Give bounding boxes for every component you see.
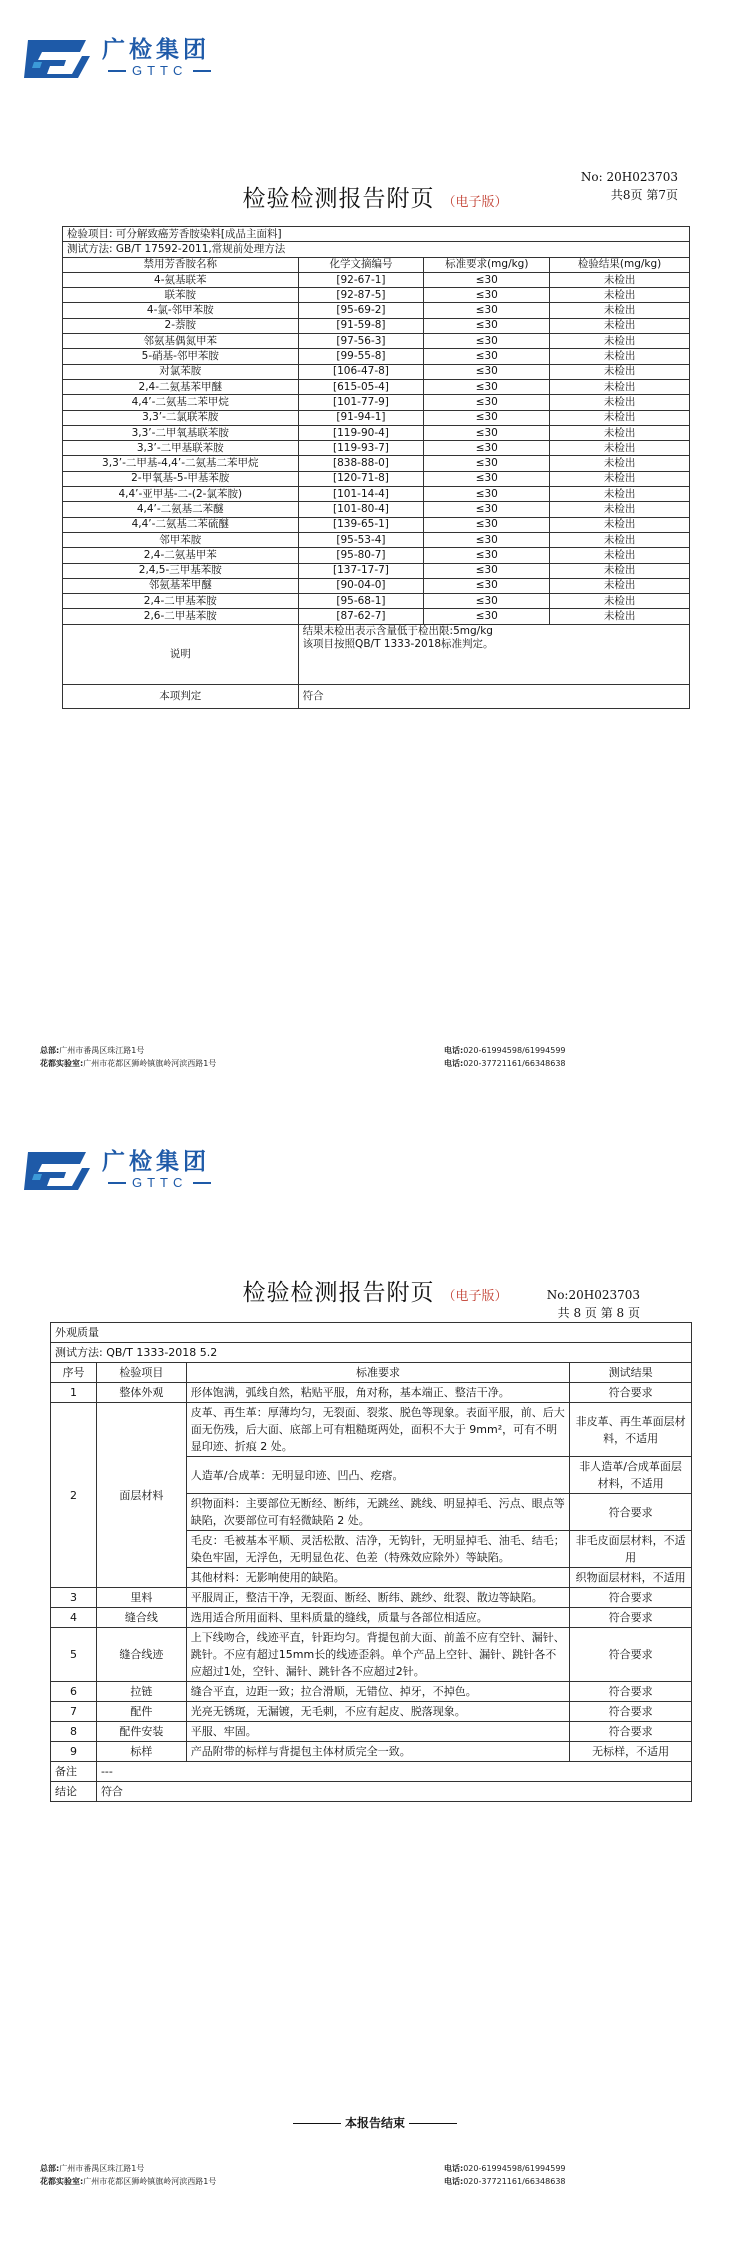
row-requirement: 产品附带的标样与背提包主体材质完全一致。 bbox=[186, 1742, 569, 1762]
row-result: 非皮革、再生革面层材料，不适用 bbox=[570, 1403, 692, 1457]
table-row bbox=[51, 1702, 692, 1722]
page-title: 检验检测报告附页 bbox=[242, 1280, 435, 1306]
amine-name: 2,4,5-三甲基苯胺 bbox=[63, 563, 299, 578]
footer-address: 总部:广州市番禺区珠江路1号 花都实验室:广州市花都区狮岭镇旗岭河滨西路1号 bbox=[40, 1046, 217, 1068]
row-item: 标样 bbox=[96, 1742, 186, 1762]
table-row bbox=[63, 272, 690, 287]
row-number: 2 bbox=[51, 1403, 97, 1588]
limit-value: ≤30 bbox=[424, 349, 550, 364]
company-logo bbox=[20, 1144, 217, 1196]
row-result: 符合要求 bbox=[570, 1702, 692, 1722]
amine-name: 4-氨基联苯 bbox=[63, 272, 299, 287]
hq-address: 广州市番禺区珠江路1号 bbox=[59, 1046, 145, 1055]
cas-number: [87-62-7] bbox=[298, 609, 424, 624]
row-item: 配件 bbox=[96, 1702, 186, 1722]
test-result: 未检出 bbox=[550, 578, 690, 593]
table-row bbox=[51, 1682, 692, 1702]
column-header: 化学文摘编号 bbox=[298, 257, 424, 272]
column-header: 标准要求 bbox=[186, 1363, 569, 1383]
note-line: 结果未检出表示含量低于检出限:5mg/kg bbox=[302, 624, 493, 637]
amine-name: 2-甲氧基-5-甲基苯胺 bbox=[63, 471, 299, 486]
table-row bbox=[63, 548, 690, 563]
row-requirement: 平服、牢固。 bbox=[186, 1722, 569, 1742]
cas-number: [97-56-3] bbox=[298, 334, 424, 349]
table-row bbox=[63, 288, 690, 303]
footer-address: 总部:广州市番禺区珠江路1号 花都实验室:广州市花都区狮岭镇旗岭河滨西路1号 bbox=[40, 2164, 217, 2186]
amine-name: 2,4-二氨基甲苯 bbox=[63, 548, 299, 563]
table-row bbox=[51, 1383, 692, 1403]
phone-lab: 020-37721161/66348638 bbox=[463, 2177, 566, 2186]
appearance-quality-table bbox=[50, 1322, 692, 1802]
row-requirement: 上下线吻合，线迹平直，针距均匀。背提包前大面、前盖不应有空针、漏针、跳针。不应有超过15mm长的线迹歪斜。单个产品上空针、漏针、跳针各不应超过1处，空针、漏针、跳针各不应超过2针。 bbox=[186, 1628, 569, 1682]
test-result: 未检出 bbox=[550, 609, 690, 624]
table-row bbox=[63, 532, 690, 547]
test-result: 未检出 bbox=[550, 334, 690, 349]
cas-number: [615-05-4] bbox=[298, 379, 424, 394]
cas-number: [101-77-9] bbox=[298, 395, 424, 410]
cas-number: [95-68-1] bbox=[298, 594, 424, 609]
electronic-tag: （电子版） bbox=[442, 195, 508, 210]
table-header-row bbox=[63, 257, 690, 272]
test-result: 未检出 bbox=[550, 548, 690, 563]
amine-name: 4,4’-亚甲基-二-(2-氯苯胺) bbox=[63, 487, 299, 502]
limit-value: ≤30 bbox=[424, 594, 550, 609]
cas-number: [91-94-1] bbox=[298, 410, 424, 425]
page-count: 共8页 第7页 bbox=[610, 188, 678, 202]
electronic-tag: （电子版） bbox=[442, 1289, 508, 1304]
page-title: 检验检测报告附页 bbox=[242, 186, 435, 212]
cas-number: [101-14-4] bbox=[298, 487, 424, 502]
table-row bbox=[63, 594, 690, 609]
row-item: 整体外观 bbox=[96, 1383, 186, 1403]
table-row bbox=[63, 471, 690, 486]
amine-name: 4-氯-邻甲苯胺 bbox=[63, 303, 299, 318]
footer-phone: 电话:020-61994598/61994599 电话:020-37721161/66348638 bbox=[444, 1046, 566, 1068]
test-result: 未检出 bbox=[550, 563, 690, 578]
row-item: 缝合线 bbox=[96, 1608, 186, 1628]
table-row bbox=[51, 1403, 692, 1457]
cas-number: [95-80-7] bbox=[298, 548, 424, 563]
note-line: 该项目按照QB/T 1333-2018标准判定。 bbox=[302, 637, 494, 650]
brand-name-cn: 广检集团 bbox=[102, 1149, 210, 1175]
table-row bbox=[51, 1608, 692, 1628]
row-result: 符合要求 bbox=[570, 1383, 692, 1403]
test-result: 未检出 bbox=[550, 303, 690, 318]
page-count: 共 8 页 第 8 页 bbox=[557, 1306, 640, 1320]
row-number: 9 bbox=[51, 1742, 97, 1762]
note-label: 说明 bbox=[63, 624, 299, 684]
row-result: 符合要求 bbox=[570, 1722, 692, 1742]
cas-number: [95-53-4] bbox=[298, 532, 424, 547]
limit-value: ≤30 bbox=[424, 609, 550, 624]
cas-number: [92-87-5] bbox=[298, 288, 424, 303]
row-result: 符合要求 bbox=[570, 1494, 692, 1531]
limit-value: ≤30 bbox=[424, 303, 550, 318]
row-number: 5 bbox=[51, 1628, 97, 1682]
test-item-line: 检验项目: 可分解致癌芳香胺染料[成品主面料] bbox=[63, 227, 690, 242]
company-logo bbox=[20, 32, 217, 84]
row-number: 4 bbox=[51, 1608, 97, 1628]
table-row bbox=[63, 395, 690, 410]
brand-name-cn: 广检集团 bbox=[102, 37, 210, 63]
row-number: 7 bbox=[51, 1702, 97, 1722]
amine-name: 邻氨基偶氮甲苯 bbox=[63, 334, 299, 349]
phone-hq: 020-61994598/61994599 bbox=[463, 2164, 566, 2173]
limit-value: ≤30 bbox=[424, 318, 550, 333]
amine-name: 2-萘胺 bbox=[63, 318, 299, 333]
amine-name: 2,6-二甲基苯胺 bbox=[63, 609, 299, 624]
test-result: 未检出 bbox=[550, 288, 690, 303]
amine-name: 4,4’-二氨基二苯甲烷 bbox=[63, 395, 299, 410]
verdict-label: 本项判定 bbox=[63, 684, 299, 708]
table-row bbox=[63, 410, 690, 425]
column-header: 测试结果 bbox=[570, 1363, 692, 1383]
row-item: 里料 bbox=[96, 1588, 186, 1608]
test-result: 未检出 bbox=[550, 471, 690, 486]
cas-number: [91-59-8] bbox=[298, 318, 424, 333]
row-result: 无标样，不适用 bbox=[570, 1742, 692, 1762]
row-number: 1 bbox=[51, 1383, 97, 1403]
test-method-line: 测试方法: QB/T 1333-2018 5.2 bbox=[51, 1343, 692, 1363]
column-header: 标准要求(mg/kg) bbox=[424, 257, 550, 272]
limit-value: ≤30 bbox=[424, 272, 550, 287]
table-row bbox=[63, 456, 690, 471]
table-row bbox=[63, 303, 690, 318]
gttc-logo-icon bbox=[20, 1148, 92, 1192]
cas-number: [119-93-7] bbox=[298, 441, 424, 456]
conclusion-label: 结论 bbox=[51, 1782, 97, 1802]
row-result: 符合要求 bbox=[570, 1628, 692, 1682]
amine-name: 3,3’-二甲氧基联苯胺 bbox=[63, 425, 299, 440]
limit-value: ≤30 bbox=[424, 487, 550, 502]
test-result: 未检出 bbox=[550, 349, 690, 364]
amine-name: 对氯苯胺 bbox=[63, 364, 299, 379]
remark-label: 备注 bbox=[51, 1762, 97, 1782]
row-result: 符合要求 bbox=[570, 1588, 692, 1608]
cas-number: [99-55-8] bbox=[298, 349, 424, 364]
phone-hq: 020-61994598/61994599 bbox=[463, 1046, 566, 1055]
cas-number: [95-69-2] bbox=[298, 303, 424, 318]
table-row bbox=[63, 349, 690, 364]
amine-name: 联苯胺 bbox=[63, 288, 299, 303]
row-item: 拉链 bbox=[96, 1682, 186, 1702]
table-row bbox=[63, 502, 690, 517]
table-row bbox=[63, 517, 690, 532]
table-row bbox=[63, 563, 690, 578]
cas-number: [92-67-1] bbox=[298, 272, 424, 287]
cas-number: [119-90-4] bbox=[298, 425, 424, 440]
cas-number: [101-80-4] bbox=[298, 502, 424, 517]
gttc-logo-icon bbox=[20, 36, 92, 80]
row-requirement: 选用适合所用面料、里料质量的缝线，质量与各部位相适应。 bbox=[186, 1608, 569, 1628]
table-row bbox=[63, 425, 690, 440]
verdict-value: 符合 bbox=[298, 684, 689, 708]
limit-value: ≤30 bbox=[424, 379, 550, 394]
table-row bbox=[63, 364, 690, 379]
row-item: 面层材料 bbox=[96, 1403, 186, 1588]
row-requirement: 平服周正，整洁干净，无裂面、断经、断纬、跳纱、纰裂、散边等缺陷。 bbox=[186, 1588, 569, 1608]
row-result: 非人造革/合成革面层材料，不适用 bbox=[570, 1457, 692, 1494]
test-result: 未检出 bbox=[550, 502, 690, 517]
limit-value: ≤30 bbox=[424, 410, 550, 425]
test-result: 未检出 bbox=[550, 395, 690, 410]
limit-value: ≤30 bbox=[424, 441, 550, 456]
limit-value: ≤30 bbox=[424, 532, 550, 547]
cas-number: [120-71-8] bbox=[298, 471, 424, 486]
cas-number: [137-17-7] bbox=[298, 563, 424, 578]
limit-value: ≤30 bbox=[424, 395, 550, 410]
limit-value: ≤30 bbox=[424, 563, 550, 578]
section-title: 外观质量 bbox=[51, 1323, 692, 1343]
limit-value: ≤30 bbox=[424, 548, 550, 563]
row-requirement: 皮革、再生革：厚薄均匀，无裂面、裂浆、脱色等现象。表面平服，前、后大面无伤残，后大面、底部上可有粗糙斑两处，面积不大于 9mm²，可有不明显印迹、折痕 2 处。 bbox=[186, 1403, 569, 1457]
table-row bbox=[51, 1588, 692, 1608]
amine-name: 2,4-二氨基苯甲醚 bbox=[63, 379, 299, 394]
row-requirement: 缝合平直，边距一致；拉合滑顺，无错位、掉牙，不掉色。 bbox=[186, 1682, 569, 1702]
report-number: No: 20H023703 bbox=[580, 170, 678, 184]
limit-value: ≤30 bbox=[424, 471, 550, 486]
test-result: 未检出 bbox=[550, 379, 690, 394]
limit-value: ≤30 bbox=[424, 425, 550, 440]
table-row bbox=[63, 379, 690, 394]
limit-value: ≤30 bbox=[424, 517, 550, 532]
table-row bbox=[63, 318, 690, 333]
row-number: 8 bbox=[51, 1722, 97, 1742]
table-header-row bbox=[51, 1363, 692, 1383]
table-row bbox=[51, 1722, 692, 1742]
test-result: 未检出 bbox=[550, 364, 690, 379]
amine-name: 3,3’-二甲基联苯胺 bbox=[63, 441, 299, 456]
limit-value: ≤30 bbox=[424, 578, 550, 593]
column-header: 序号 bbox=[51, 1363, 97, 1383]
test-result: 未检出 bbox=[550, 532, 690, 547]
limit-value: ≤30 bbox=[424, 456, 550, 471]
row-item: 缝合线迹 bbox=[96, 1628, 186, 1682]
remark-value: --- bbox=[96, 1762, 691, 1782]
table-row bbox=[51, 1628, 692, 1682]
test-method-line: 测试方法: GB/T 17592-2011,常规前处理方法 bbox=[63, 242, 690, 257]
hq-address: 广州市番禺区珠江路1号 bbox=[59, 2164, 145, 2173]
test-result: 未检出 bbox=[550, 487, 690, 502]
cas-number: [838-88-0] bbox=[298, 456, 424, 471]
limit-value: ≤30 bbox=[424, 334, 550, 349]
report-number: No:20H023703 bbox=[546, 1288, 640, 1302]
report-end-line bbox=[0, 2114, 750, 2131]
column-header: 检验项目 bbox=[96, 1363, 186, 1383]
phone-lab: 020-37721161/66348638 bbox=[463, 1059, 566, 1068]
table-row bbox=[63, 487, 690, 502]
amine-name: 3,3’-二氯联苯胺 bbox=[63, 410, 299, 425]
row-number: 3 bbox=[51, 1588, 97, 1608]
table-row bbox=[63, 334, 690, 349]
cas-number: [90-04-0] bbox=[298, 578, 424, 593]
row-result: 非毛皮面层材料，不适用 bbox=[570, 1531, 692, 1568]
table-row bbox=[63, 578, 690, 593]
test-result: 未检出 bbox=[550, 517, 690, 532]
row-requirement: 人造革/合成革：无明显印迹、凹凸、疙瘩。 bbox=[186, 1457, 569, 1494]
lab-address: 广州市花都区狮岭镇旗岭河滨西路1号 bbox=[83, 1059, 217, 1068]
test-result: 未检出 bbox=[550, 594, 690, 609]
test-result: 未检出 bbox=[550, 318, 690, 333]
test-result: 未检出 bbox=[550, 410, 690, 425]
row-item: 配件安装 bbox=[96, 1722, 186, 1742]
amine-name: 邻氨基苯甲醚 bbox=[63, 578, 299, 593]
limit-value: ≤30 bbox=[424, 502, 550, 517]
column-header: 检验结果(mg/kg) bbox=[550, 257, 690, 272]
table-row bbox=[51, 1742, 692, 1762]
test-result: 未检出 bbox=[550, 456, 690, 471]
table-row bbox=[63, 609, 690, 624]
row-requirement: 光亮无锈斑，无漏镀，无毛刺，不应有起皮、脱落现象。 bbox=[186, 1702, 569, 1722]
row-result: 符合要求 bbox=[570, 1682, 692, 1702]
amine-name: 5-硝基-邻甲苯胺 bbox=[63, 349, 299, 364]
limit-value: ≤30 bbox=[424, 288, 550, 303]
report-end-text: 本报告结束 bbox=[344, 2116, 405, 2130]
row-requirement: 毛皮：毛被基本平顺、灵活松散、洁净，无钩针，无明显掉毛、油毛、结毛；染色牢固，无浮色，无明显色花、色差（特殊效应除外）等缺陷。 bbox=[186, 1531, 569, 1568]
conclusion-value: 符合 bbox=[96, 1782, 691, 1802]
amine-name: 2,4-二甲基苯胺 bbox=[63, 594, 299, 609]
brand-name-en: GTTC bbox=[132, 1175, 188, 1190]
row-number: 6 bbox=[51, 1682, 97, 1702]
row-requirement: 形体饱满，弧线自然，粘贴平服，角对称，基本端正、整洁干净。 bbox=[186, 1383, 569, 1403]
test-result: 未检出 bbox=[550, 272, 690, 287]
amine-name: 4,4’-二氨基二苯硫醚 bbox=[63, 517, 299, 532]
row-result: 织物面层材料，不适用 bbox=[570, 1568, 692, 1588]
note-text bbox=[298, 624, 689, 684]
lab-address: 广州市花都区狮岭镇旗岭河滨西路1号 bbox=[83, 2177, 217, 2186]
column-header: 禁用芳香胺名称 bbox=[63, 257, 299, 272]
cas-number: [106-47-8] bbox=[298, 364, 424, 379]
amine-name: 邻甲苯胺 bbox=[63, 532, 299, 547]
footer-phone: 电话:020-61994598/61994599 电话:020-37721161/66348638 bbox=[444, 2164, 566, 2186]
row-result: 符合要求 bbox=[570, 1608, 692, 1628]
amine-name: 3,3’-二甲基-4,4’-二氨基二苯甲烷 bbox=[63, 456, 299, 471]
test-result: 未检出 bbox=[550, 441, 690, 456]
limit-value: ≤30 bbox=[424, 364, 550, 379]
table-row bbox=[63, 441, 690, 456]
aromatic-amine-table bbox=[62, 226, 690, 709]
test-result: 未检出 bbox=[550, 425, 690, 440]
row-requirement: 其他材料：无影响使用的缺陷。 bbox=[186, 1568, 569, 1588]
brand-name-en: GTTC bbox=[132, 63, 188, 78]
cas-number: [139-65-1] bbox=[298, 517, 424, 532]
amine-name: 4,4’-二氨基二苯醚 bbox=[63, 502, 299, 517]
row-requirement: 织物面料：主要部位无断经、断纬，无跳丝、跳线、明显掉毛、污点、眼点等缺陷，次要部位可有轻微缺陷 2 处。 bbox=[186, 1494, 569, 1531]
